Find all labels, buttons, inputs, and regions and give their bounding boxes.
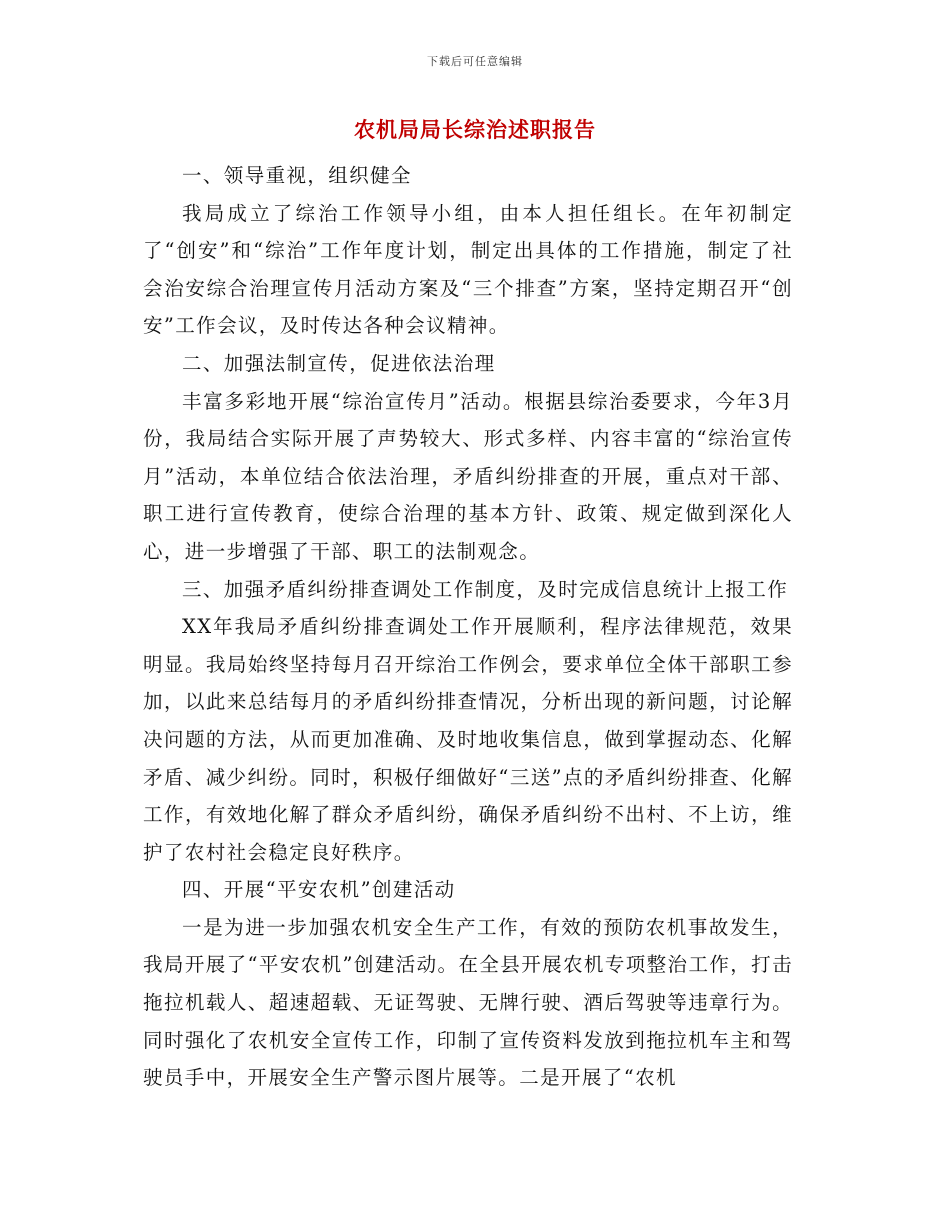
document-title: 农机局局长综治述职报告	[354, 117, 596, 142]
section-heading-3: 三、加强矛盾纠纷排查调处工作制度，及时完成信息统计上报工作	[182, 577, 789, 601]
section-heading-2: 二、加强法制宣传，促进依法治理	[182, 351, 496, 375]
paragraph: XX年我局矛盾纠纷排查调处工作开展顺利，程序法律规范，效果明显。我局始终坚持每月召开综治工作例会，要求单位全体干部职工参加，以此来总结每月的矛盾纠纷排查情况，分析出现的新问题，讨论解决问题的方法，从而更加准确、及时地收集信息，做到掌握动态、化解矛盾、减少纠纷。同时，积极仔细做好“三送”点的矛盾纠纷排查、化解工作，有效地化解了群众矛盾纠纷，确保矛盾纠纷不出村、不上访，维护了农村社会稳定良好秩序。	[143, 615, 793, 864]
section-heading-4: 四、开展“平安农机”创建活动	[182, 878, 456, 902]
section-heading-1: 一、领导重视，组织健全	[182, 164, 412, 187]
paragraph: 我局成立了综治工作领导小组，由本人担任组长。在年初制定了“创安”和“综治”工作年度计划，制定出具体的工作措施，制定了社会治安综合治理宣传月活动方案及“三个排查”方案，坚持定期召开“创安”工作会议，及时传达各种会议精神。	[143, 201, 793, 338]
paragraph: 一是为进一步加强农机安全生产工作，有效的预防农机事故发生，我局开展了“平安农机”创建活动。在全县开展农机专项整治工作，打击拖拉机载人、超速超载、无证驾驶、无牌行驶、酒后驾驶等违章行为。同时强化了农机安全宣传工作，印制了宣传资料发放到拖拉机车主和驾驶员手中，开展安全生产警示图片展等。二是开展了“农机	[143, 915, 793, 1090]
paragraph: 丰富多彩地开展“综治宣传月”活动。根据县综治委要求，今年3月份，我局结合实际开展了声势较大、形式多样、内容丰富的“综治宣传月”活动，本单位结合依法治理，矛盾纠纷排查的开展，重点对干部、职工进行宣传教育，使综合治理的基本方针、政策、规定做到深化人心，进一步增强了干部、职工的法制观念。	[143, 389, 793, 563]
page-header-note: 下载后可任意编辑	[427, 55, 523, 68]
document-body	[143, 157, 793, 1097]
